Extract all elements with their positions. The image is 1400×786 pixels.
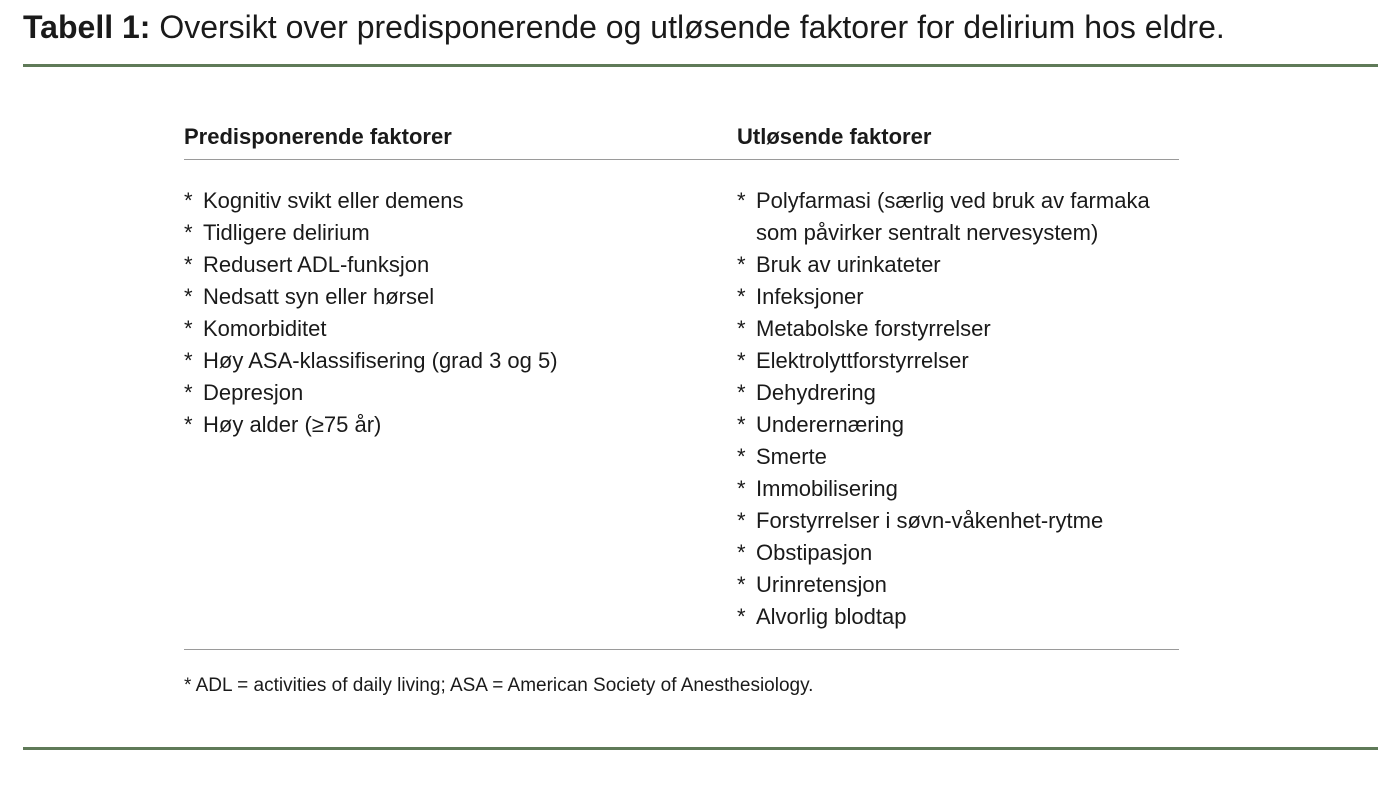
predisposing-factor-item	[184, 313, 704, 345]
bullet-marker: *	[737, 316, 746, 341]
bullet-marker: *	[184, 284, 193, 309]
predisposing-factor-item	[184, 217, 704, 249]
predisposing-factor-item	[184, 409, 704, 441]
precipitating-factor-item	[737, 537, 1187, 569]
precipitating-factor-item-text: Smerte	[756, 444, 827, 469]
bullet-marker: *	[737, 476, 746, 501]
predisposing-factor-item-text: Depresjon	[203, 380, 304, 405]
bullet-marker: *	[737, 252, 746, 277]
precipitating-factor-item	[737, 441, 1187, 473]
bullet-marker: *	[737, 188, 746, 213]
precipitating-factor-item	[737, 601, 1187, 633]
predisposing-factor-item-text: Tidligere delirium	[203, 220, 370, 245]
bullet-marker: *	[184, 348, 193, 373]
header-divider	[184, 159, 1179, 160]
predisposing-factor-item-text: Redusert ADL-funksjon	[203, 252, 430, 277]
predisposing-factor-item-text: Høy alder (≥75 år)	[203, 412, 382, 437]
predisposing-factor-item-text: Kognitiv svikt eller demens	[203, 188, 464, 213]
bullet-marker: *	[184, 316, 193, 341]
footer-divider	[184, 649, 1179, 650]
bullet-marker: *	[184, 412, 193, 437]
bullet-marker: *	[184, 380, 193, 405]
predisposing-factor-item-text: Høy ASA-klassifisering (grad 3 og 5)	[203, 348, 558, 373]
bullet-marker: *	[184, 252, 193, 277]
precipitating-factor-item	[737, 313, 1187, 345]
precipitating-factor-item	[737, 569, 1187, 601]
precipitating-factor-item-text: Immobilisering	[756, 476, 898, 501]
predisposing-factor-item	[184, 345, 704, 377]
precipitating-factor-item	[737, 281, 1187, 313]
precipitating-factor-item	[737, 249, 1187, 281]
bullet-marker: *	[737, 540, 746, 565]
precipitating-factor-item-text: Obstipasjon	[756, 540, 873, 565]
precipitating-factor-item	[737, 377, 1187, 409]
column-header-predisposing: Predisponerende faktorer	[184, 124, 452, 149]
precipitating-factor-item-text: Elektrolyttforstyrrelser	[756, 348, 969, 373]
precipitating-factor-item	[737, 345, 1187, 377]
precipitating-factor-item	[737, 409, 1187, 441]
precipitating-factor-item-text: Metabolske forstyrrelser	[756, 316, 991, 341]
precipitating-factor-item-text: Underernæring	[756, 412, 904, 437]
bullet-marker: *	[737, 444, 746, 469]
predisposing-factor-item	[184, 281, 704, 313]
bottom-divider	[23, 747, 1378, 750]
predisposing-factor-item	[184, 377, 704, 409]
table-footnote: * ADL = activities of daily living; ASA = American Society of Anesthesiology.	[184, 675, 814, 696]
predisposing-factor-item-text: Nedsatt syn eller hørsel	[203, 284, 435, 309]
bullet-marker: *	[737, 572, 746, 597]
bullet-marker: *	[737, 412, 746, 437]
bullet-marker: *	[184, 188, 193, 213]
precipitating-factor-item-text: Polyfarmasi (særlig ved bruk av farmaka	[756, 188, 1150, 213]
bullet-marker: *	[737, 284, 746, 309]
column-header-precipitating: Utløsende faktorer	[737, 124, 932, 149]
predisposing-factor-item	[184, 185, 704, 217]
caption-text: Oversikt over predisponerende og utløsende faktorer for delirium hos eldre.	[159, 9, 1225, 45]
precipitating-factor-item-text: Alvorlig blodtap	[756, 604, 907, 629]
precipitating-factor-item-text: Forstyrrelser i søvn-våkenhet-rytme	[756, 508, 1104, 533]
precipitating-factor-item-text: Infeksjoner	[756, 284, 864, 309]
precipitating-factor-item-text: Bruk av urinkateter	[756, 252, 941, 277]
bullet-marker: *	[737, 348, 746, 373]
precipitating-factor-item-text: som påvirker sentralt nervesystem)	[756, 220, 1099, 245]
top-divider	[23, 64, 1378, 67]
precipitating-factor-item-text: Urinretensjon	[756, 572, 887, 597]
precipitating-factors-list	[737, 185, 1187, 633]
table-caption	[23, 6, 1225, 48]
predisposing-factors-list	[184, 185, 704, 441]
precipitating-factor-item	[737, 185, 1187, 217]
precipitating-factor-item-text: Dehydrering	[756, 380, 876, 405]
bullet-marker: *	[737, 508, 746, 533]
caption-label: Tabell 1:	[23, 9, 151, 45]
bullet-marker: *	[737, 604, 746, 629]
precipitating-factor-item	[737, 473, 1187, 505]
predisposing-factor-item	[184, 249, 704, 281]
precipitating-factor-item	[737, 505, 1187, 537]
bullet-marker: *	[184, 220, 193, 245]
bullet-marker: *	[737, 380, 746, 405]
predisposing-factor-item-text: Komorbiditet	[203, 316, 327, 341]
precipitating-factor-item	[737, 217, 1187, 249]
